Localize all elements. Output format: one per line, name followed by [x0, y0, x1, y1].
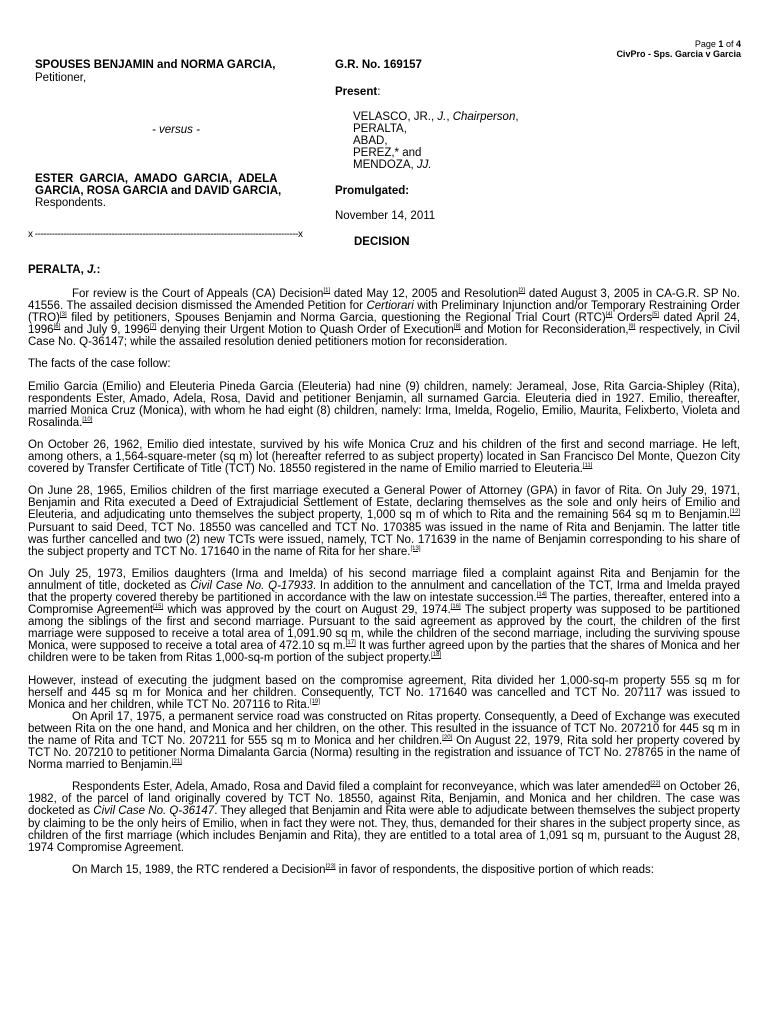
- promulgated-date: November 14, 2011: [335, 210, 436, 222]
- paragraph-5: On June 28, 1965, Emilios children of the first marriage executed a General Power of Attorney (GPA) in favor of Rita. On July 29, 1971, Benjamin and Rita executed a Deed of Extrajudicial Settlement of Estate, declaring themselves as the sole and only heirs of Emilio and Eleuteria, and adjudicating unto themselves the subject property, 1,000 sq m of which to Rita and the remaining 564 sq m to Benjamin.[12] Pursuant to said Deed, TCT No. 18550 was cancelled and TCT No. 170385 was issued in the name of Rita and Benjamin. The latter title was further cancelled and two (2) new TCTs were issued, namely, TCT No. 171639 in the name of Benjamin corresponding to his share of the subject property and TCT No. 171640 in the name of Rita for her share.[13]: [28, 485, 740, 558]
- bench-justice-5: MENDOZA, JJ.: [353, 159, 432, 171]
- bench-justice-4: PEREZ,* and: [353, 147, 422, 159]
- respondents-line-2: GARCIA, ROSA GARCIA and DAVID GARCIA,: [35, 185, 282, 197]
- bench-justice-3: ABAD,: [353, 135, 388, 147]
- bench-justice-2: PERALTA,: [353, 123, 407, 135]
- paragraph-2: The facts of the case follow:: [28, 358, 171, 371]
- paragraph-7b: On April 17, 1975, a permanent service road was constructed on Ritas property. Consequently, a Deed of Exchange was executed between Rita on the one hand, and Monica and her children, on the other. This resulted in the issuance of TCT No. 207210 for 445 sq m in the name of Rita and TCT No. 207211 for 555 sq m to Monica and her children.[20] On August 22, 1979, Rita sold her property covered by TCT No. 207210 to petitioner Norma Dimalanta Garcia (Norma) resulting in the registration and issuance of TCT No. 278765 in the name of Norma married to Benjamin.[21]: [28, 710, 740, 772]
- case-reference: CivPro - Sps. Garcia v Garcia: [616, 49, 741, 59]
- versus-label: - versus -: [152, 124, 200, 136]
- respondent-role: Respondents.: [35, 197, 106, 209]
- paragraph-9: On March 15, 1989, the RTC rendered a Decision[23] in favor of respondents, the dispositive portion of which reads:: [72, 863, 654, 876]
- paragraph-6: On July 25, 1973, Emilios daughters (Irma and Imelda) of his second marriage filed a complaint against Rita and Benjamin for the annulment of title, docketed as Civil Case No. Q-17933. In addition to the annulment and cancellation of the TCT, Irma and Imelda prayed that the property covered thereby be partitioned in accordance with the law on intestate succession.[14] The parties, thereafter, entered into a Compromise Agreement[15] which was approved by the court on August 29, 1974.[16] The subject property was supposed to be partitioned among the siblings of the first and second marriage. Pursuant to the said agreement as approved by the court, the children of the first marriage were supposed to receive a total area of 1,091.90 sq m, while the children of the second marriage, including the surviving spouse Monica, were supposed to receive a total area of 472.10 sq m.[17] It was further agreed upon by the parties that the shares of Monica and her children were to be taken from Ritas 1,000-sq-m portion of the subject property.[18]: [28, 567, 741, 665]
- promulgated-label: Promulgated:: [335, 185, 410, 197]
- petitioners-name: SPOUSES BENJAMIN and NORMA GARCIA,: [35, 59, 276, 71]
- bench-justice-1: VELASCO, JR., J., Chairperson,: [353, 111, 519, 123]
- decision-body: [28, 288, 740, 886]
- ponente: PERALTA, J.:: [28, 264, 101, 276]
- paragraph-4: On October 26, 1962, Emilio died intestate, survived by his wife Monica Cruz and his children of the first and second marriage. He left, among others, a 1,564-square-meter (sq m) lot (hereafter referred to as subject property) located in San Francisco Del Monte, Quezon City covered by Transfer Certificate of Title (TCT) No. 18550 registered in the name of Emilio married to Eleuteria.[11]: [28, 438, 740, 476]
- paragraph-8: Respondents Ester, Adela, Amado, Rosa and David filed a complaint for reconveyance, which was later amended[22] on October 26, 1982, of the parcel of land originally covered by TCT No. 18550, against Rita, Benjamin, and Monica and her children. The case was docketed as Civil Case No. Q-36147. They alleged that Benjamin and Rita were able to adjudicate between themselves the subject property by claiming to be the only heirs of Emilio, when in fact they were not. They, thus, demanded for their shares in the subject property since, as children of the first marriage (which includes Benjamin and Rita), they are entitled to a total area of 1,091 sq m, pursuant to the August 28, 1974 Compromise Agreement.: [28, 781, 740, 854]
- petitioner-role: Petitioner,: [35, 72, 87, 84]
- paragraph-1: For review is the Court of Appeals (CA) Decision[1] dated May 12, 2005 and Resolution[2] dated August 3, 2005 in CA-G.R. SP No. 41556. The assailed decision dismissed the Amended Petition for Certiorari with Preliminary Injunction and/or Temporary Restraining Order (TRO)[3] filed by petitioners, Spouses Benjamin and Norma Garcia, questioning the Regional Trial Court (RTC)[4] Orders[5] dated April 24, 1996[6] and July 9, 1996[7] denying their Urgent Motion to Quash Order of Execution[8] and Motion for Reconsideration,[9] respectively, in Civil Case No. Q-36147; while the assailed resolution denied petitioners motion for reconsideration.: [28, 288, 740, 349]
- respondents-line-1: ESTER GARCIA, AMADO GARCIA, ADELA: [35, 173, 278, 185]
- paragraph-3: Emilio Garcia (Emilio) and Eleuteria Pineda Garcia (Eleuteria) had nine (9) children, namely: Jerameal, Jose, Rita Garcia-Shipley (Rita), respondents Ester, Amado, Adela, Rosa, David and petitioner Benjamin, all surnamed Garcia. Eleuteria died in 1927. Emilio, thereafter, married Monica Cruz (Monica), with whom he had eight (8) children, namely: Irma, Imelda, Rogelio, Emilio, Maurita, Felixberto, Violeta and Rosalinda.[10]: [28, 380, 740, 429]
- page-number: Page 1 of 4: [694, 39, 741, 49]
- gr-number: G.R. No. 169157: [335, 59, 422, 71]
- present-label: Present:: [335, 86, 381, 98]
- paragraph-7a: However, instead of executing the judgment based on the compromise agreement, Rita divided her 1,000-sq-m property 555 sq m for herself and 445 sq m for Monica and her children. Consequently, TCT No. 171640 was cancelled and TCT No. 207117 was issued to Monica and her children, while TCT No. 207116 to Rita.[19]: [28, 674, 740, 711]
- caption-divider: x ---------------------------------------------------------------------------------------------x: [28, 229, 303, 240]
- decision-title: DECISION: [354, 236, 410, 248]
